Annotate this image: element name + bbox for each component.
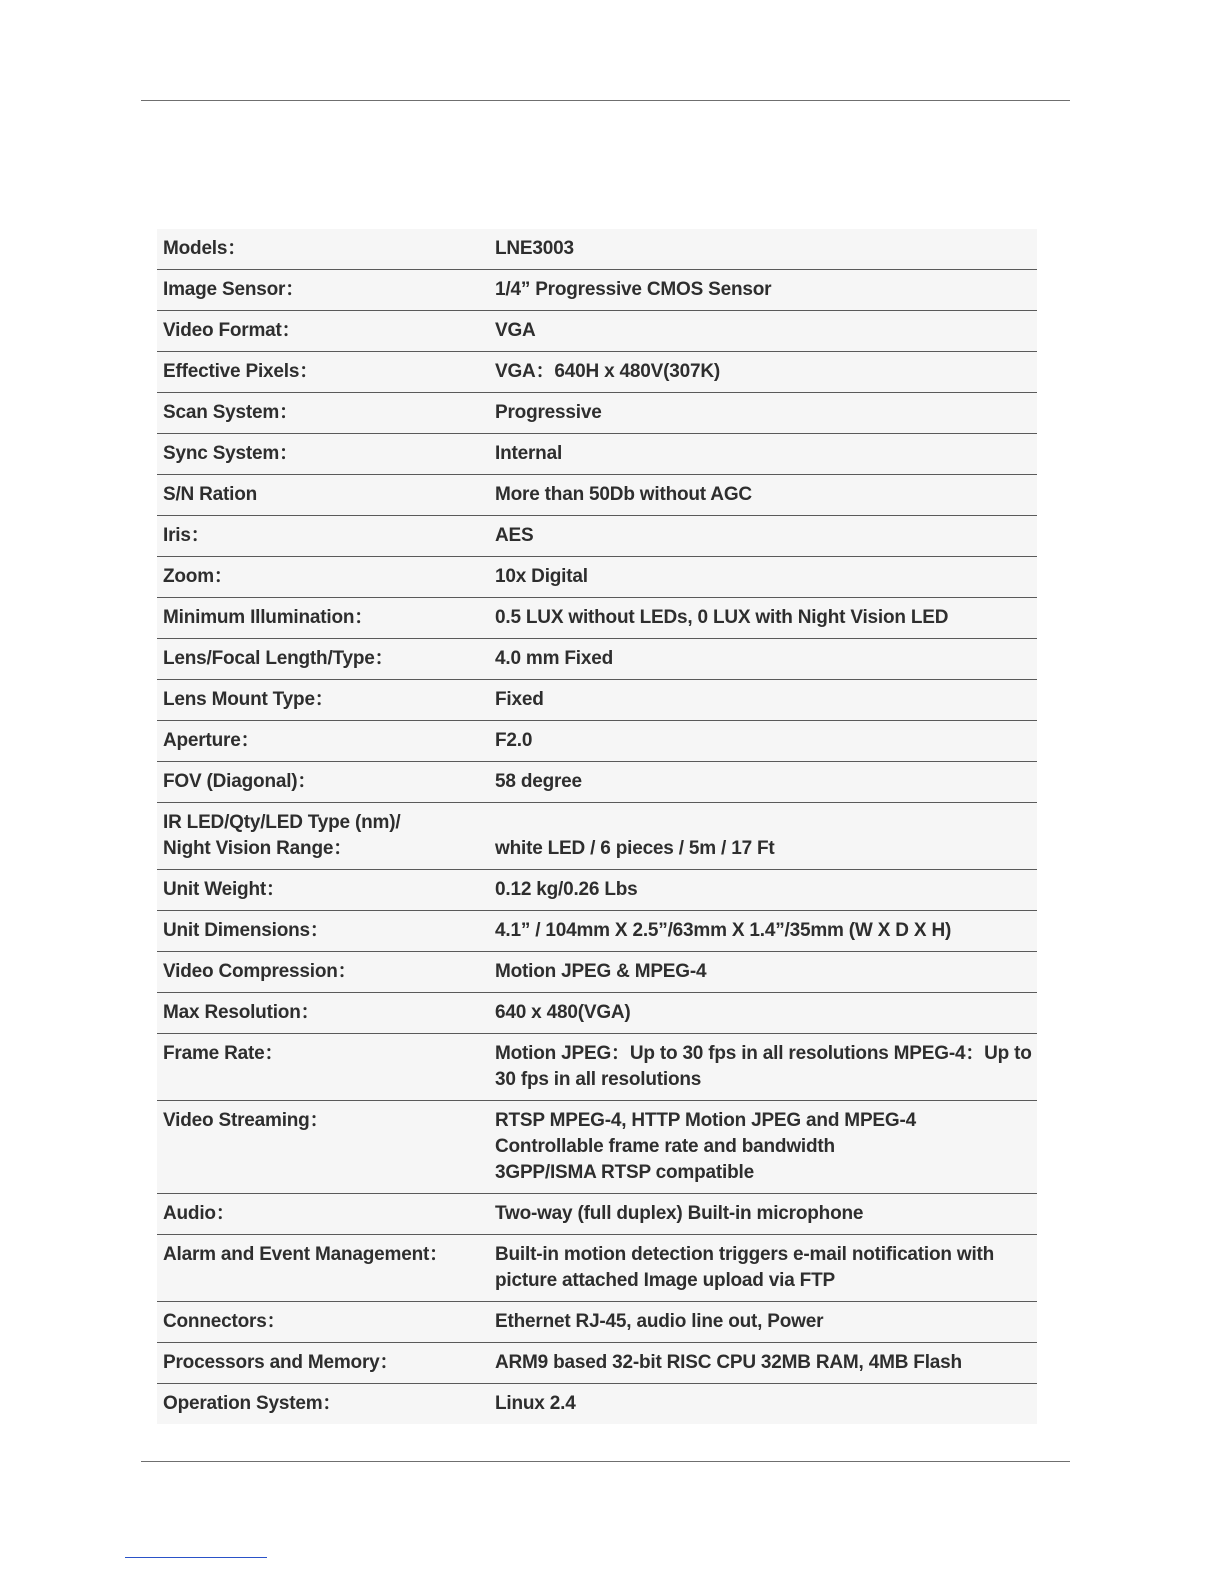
spec-row	[157, 870, 1037, 911]
spec-row	[157, 270, 1037, 311]
spec-row	[157, 952, 1037, 993]
spec-row	[157, 911, 1037, 952]
spec-row	[157, 1101, 1037, 1194]
spec-row	[157, 639, 1037, 680]
spec-row	[157, 516, 1037, 557]
spec-label: Video Format：	[157, 311, 489, 352]
spec-value: Ethernet RJ-45, audio line out, Power	[489, 1302, 1037, 1343]
spec-value: Linux 2.4	[495, 1393, 576, 1414]
spec-row	[157, 721, 1037, 762]
spec-label: Zoom：	[157, 557, 489, 598]
spec-label: Unit Dimensions：	[157, 911, 489, 952]
spec-label: Video Compression：	[157, 952, 489, 993]
footer-link-underline	[125, 1557, 267, 1558]
spec-row	[157, 393, 1037, 434]
spec-label: Minimum Illumination：	[157, 598, 489, 639]
spec-value: Motion JPEG & MPEG-4	[489, 952, 1037, 993]
spec-label: Models：	[157, 229, 489, 270]
spec-label: Iris：	[157, 516, 489, 557]
spec-row	[157, 311, 1037, 352]
spec-label: Audio：	[157, 1194, 489, 1235]
spec-label: Image Sensor：	[157, 270, 489, 311]
spec-value: white LED / 6 pieces / 5m / 17 Ft	[489, 803, 1037, 870]
spec-row	[157, 1343, 1037, 1384]
spec-row	[157, 1384, 1037, 1425]
spec-value: 640 x 480(VGA)	[489, 993, 1037, 1034]
spec-value: Fixed	[489, 680, 1037, 721]
spec-label: Operation System：	[163, 1393, 342, 1414]
spec-value: More than 50Db without AGC	[489, 475, 1037, 516]
spec-label: Frame Rate：	[157, 1034, 489, 1101]
spec-label: IR LED/Qty/LED Type (nm)/ Night Vision Range：	[157, 803, 489, 870]
spec-value: 10x Digital	[489, 557, 1037, 598]
spec-row	[157, 1302, 1037, 1343]
spec-table	[157, 229, 1037, 1424]
spec-value: LNE3003	[489, 229, 1037, 270]
spec-label: Video Streaming：	[157, 1101, 489, 1194]
spec-value: 0.12 kg/0.26 Lbs	[489, 870, 1037, 911]
spec-row	[157, 475, 1037, 516]
spec-value: VGA：640H x 480V(307K)	[489, 352, 1037, 393]
spec-value: 58 degree	[489, 762, 1037, 803]
spec-value: RTSP MPEG-4, HTTP Motion JPEG and MPEG-4 Controllable frame rate and bandwidth 3GPP/ISMA RTSP compatible	[489, 1101, 1037, 1194]
spec-value: Built-in motion detection triggers e-mail notification with picture attached Image upload via FTP	[489, 1235, 1037, 1302]
spec-table-body	[157, 229, 1037, 1424]
spec-label: Scan System：	[157, 393, 489, 434]
footer-rule	[141, 1461, 1070, 1462]
spec-value: 4.1” / 104mm X 2.5”/63mm X 1.4”/35mm (W X D X H)	[489, 911, 1037, 952]
spec-row	[157, 1194, 1037, 1235]
spec-row	[157, 352, 1037, 393]
spec-row	[157, 229, 1037, 270]
spec-label: S/N Ration	[157, 475, 489, 516]
spec-label: Processors and Memory：	[157, 1343, 489, 1384]
spec-value: F2.0	[489, 721, 1037, 762]
spec-row	[157, 993, 1037, 1034]
spec-label: Aperture：	[157, 721, 489, 762]
spec-value: AES	[489, 516, 1037, 557]
spec-row	[157, 1034, 1037, 1101]
spec-value: 1/4” Progressive CMOS Sensor	[489, 270, 1037, 311]
spec-label: Lens/Focal Length/Type：	[157, 639, 489, 680]
spec-value: Internal	[489, 434, 1037, 475]
spec-value: 0.5 LUX without LEDs, 0 LUX with Night Vision LED	[489, 598, 1037, 639]
spec-row	[157, 1235, 1037, 1302]
spec-label: FOV (Diagonal)：	[157, 762, 489, 803]
spec-value: Two-way (full duplex) Built-in microphone	[489, 1194, 1037, 1235]
spec-row	[157, 557, 1037, 598]
spec-value: Motion JPEG：Up to 30 fps in all resolutions MPEG-4：Up to 30 fps in all resolutions	[489, 1034, 1037, 1101]
spec-label: Max Resolution：	[157, 993, 489, 1034]
spec-row	[157, 680, 1037, 721]
spec-label: Connectors：	[157, 1302, 489, 1343]
spec-label: Lens Mount Type：	[157, 680, 489, 721]
spec-value: 4.0 mm Fixed	[489, 639, 1037, 680]
spec-value: Progressive	[489, 393, 1037, 434]
spec-row	[157, 762, 1037, 803]
spec-label: Effective Pixels：	[157, 352, 489, 393]
spec-label: Alarm and Event Management：	[157, 1235, 489, 1302]
spec-value: ARM9 based 32-bit RISC CPU 32MB RAM, 4MB Flash	[489, 1343, 1037, 1384]
spec-row	[157, 598, 1037, 639]
spec-row	[157, 434, 1037, 475]
header-rule	[141, 100, 1070, 101]
spec-label: Unit Weight：	[157, 870, 489, 911]
spec-label: Sync System：	[157, 434, 489, 475]
spec-row	[157, 803, 1037, 870]
spec-value: VGA	[489, 311, 1037, 352]
